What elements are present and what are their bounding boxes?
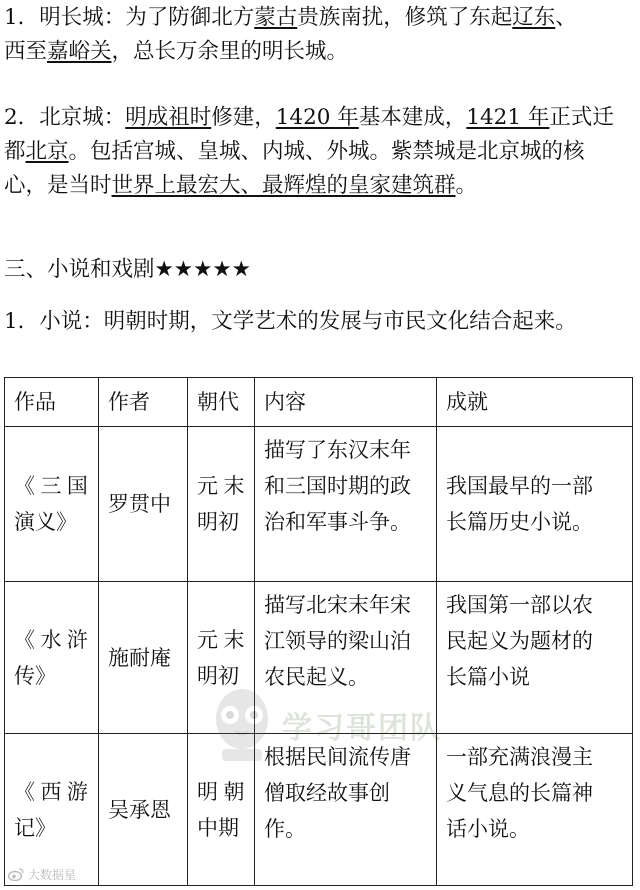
cell-line: 《水浒 — [14, 627, 94, 652]
cell-line: 和三国时期的政 — [264, 474, 411, 498]
cell-line: 江领导的梁山泊 — [264, 629, 411, 653]
cell-author: 施耐庵 — [99, 582, 188, 734]
cell-work — [5, 734, 99, 886]
text-line — [4, 36, 636, 70]
text-run: 。 — [455, 173, 478, 198]
text-line — [4, 170, 636, 204]
cell-achievement — [437, 427, 633, 582]
cell-line: 记》 — [14, 815, 56, 840]
text-run: 、 — [555, 5, 577, 30]
text-run: ，总长万余里的明长城。 — [111, 39, 349, 64]
text-run: 基本建成， — [358, 105, 467, 130]
header-achievement: 成就 — [437, 378, 633, 427]
underlined-year: 1421 年 — [466, 105, 550, 130]
item-number: 1． — [4, 309, 40, 334]
cell-line: 《西游 — [14, 779, 94, 804]
underlined-term: 嘉峪关 — [47, 39, 112, 64]
paragraph-novels — [4, 306, 636, 340]
cell-line: 长篇历史小说。 — [446, 510, 593, 534]
cell-line: 我国第一部以农 — [446, 593, 593, 617]
cell-line: 传》 — [14, 663, 56, 688]
cell-line: 义气息的长篇神 — [446, 781, 593, 805]
cell-line: 根据民间流传唐 — [264, 745, 411, 769]
text-line — [4, 254, 636, 288]
header-author: 作者 — [99, 378, 188, 427]
item-subject: 北京城 — [39, 105, 104, 130]
star-rating: ★★★★★ — [154, 257, 251, 282]
header-work: 作品 — [5, 378, 99, 427]
cell-line: 民起义为题材的 — [446, 629, 593, 653]
table-row — [5, 734, 633, 886]
cell-achievement — [437, 582, 633, 734]
watermark-text: 学习哥团队 — [282, 711, 442, 746]
corner-mark-text: 大数据星 — [28, 868, 77, 882]
cell-dynasty — [188, 734, 255, 886]
text-run: 贵族南扰，修筑了东起 — [297, 5, 513, 30]
text-line — [4, 2, 636, 36]
cell-line: 《三国 — [14, 474, 94, 498]
cell-achievement — [437, 734, 633, 886]
cell-work — [5, 427, 99, 582]
cell-line: 我国最早的一部 — [446, 474, 593, 498]
cell-author: 罗贯中 — [99, 427, 188, 582]
cell-line: 中期 — [197, 815, 239, 840]
cell-dynasty — [188, 582, 255, 734]
underlined-term: 明成祖时 — [125, 105, 212, 130]
cell-line: 元末 — [197, 627, 250, 652]
underlined-term: 蒙古 — [254, 5, 298, 30]
cell-line: 作。 — [264, 817, 306, 841]
text-line — [4, 306, 636, 340]
cell-line: 明初 — [197, 663, 239, 688]
cell-line: 明初 — [197, 510, 239, 534]
cell-work — [5, 582, 99, 734]
text-run: 都 — [4, 139, 26, 164]
item-number: 1． — [4, 5, 40, 30]
text-line — [4, 136, 636, 170]
cell-author: 吴承恩 — [99, 734, 188, 886]
header-content: 内容 — [255, 378, 437, 427]
section-title: 三、小说和戏剧 — [4, 257, 155, 282]
item-number: 2． — [4, 105, 40, 130]
text-run: 为了防御北方 — [125, 5, 255, 30]
cell-line: 演义》 — [14, 510, 77, 534]
text-run: 正式迁 — [549, 105, 614, 130]
corner-source-mark — [8, 866, 76, 883]
text-run: 心，是当时 — [4, 173, 112, 198]
cell-line: 话小说。 — [446, 817, 530, 841]
colon: ： — [103, 5, 126, 30]
underlined-term: 世界上最宏大、最辉煌的皇家建筑群 — [111, 173, 456, 198]
cell-content — [255, 582, 437, 734]
colon: ： — [103, 105, 126, 130]
table-row — [5, 582, 633, 734]
cell-line: 僧取经故事创 — [264, 781, 390, 805]
cell-line: 治和军事斗争。 — [264, 510, 411, 534]
text-run: 修建， — [211, 105, 276, 130]
item-subject: 明长城 — [39, 5, 104, 30]
cell-line: 长篇小说 — [446, 665, 530, 689]
text-run: 。包括宫城、皇城、内城、外城。紫禁城是北京城的核 — [68, 139, 585, 164]
paragraph-great-wall — [4, 2, 636, 70]
underlined-term: 北京 — [25, 139, 69, 164]
cell-line: 农民起义。 — [264, 665, 369, 689]
text-run: 小说：明朝时期，文学艺术的发展与市民文化结合起来。 — [39, 309, 577, 334]
cell-line: 明朝 — [197, 779, 250, 804]
cell-content — [255, 427, 437, 582]
header-dynasty: 朝代 — [188, 378, 255, 427]
cell-content — [255, 734, 437, 886]
weibo-icon — [8, 868, 24, 881]
text-run: 西至 — [4, 39, 48, 64]
paragraph-beijing — [4, 102, 636, 204]
cell-line: 元末 — [197, 474, 250, 498]
underlined-term: 辽东 — [512, 5, 556, 30]
cell-line: 描写了东汉末年 — [264, 438, 411, 462]
section-heading — [4, 254, 636, 288]
cell-line: 一部充满浪漫主 — [446, 745, 593, 769]
cell-dynasty — [188, 427, 255, 582]
table-row — [5, 427, 633, 582]
cell-line: 描写北宋末年宋 — [264, 593, 411, 617]
table-header-row — [5, 378, 633, 427]
novels-table — [4, 377, 633, 886]
underlined-year: 1420 年 — [275, 105, 359, 130]
text-line — [4, 102, 636, 136]
